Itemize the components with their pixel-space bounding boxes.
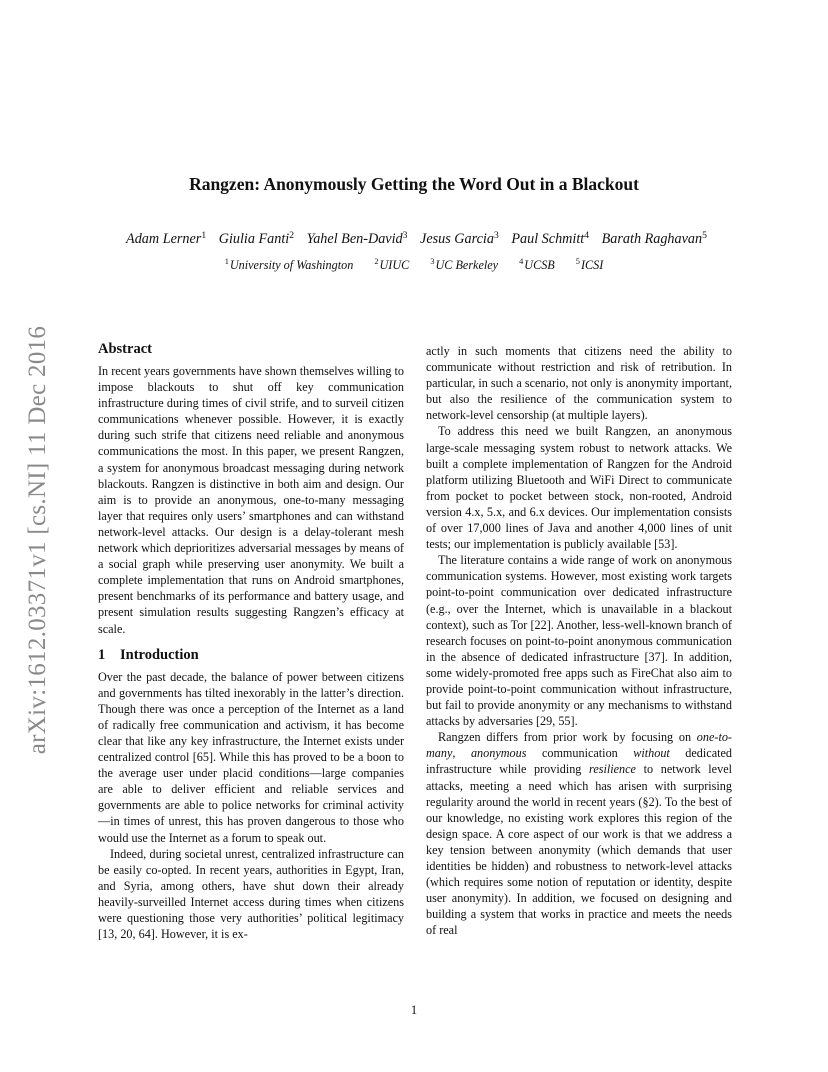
paper-title: Rangzen: Anonymously Getting the Word Out in a Blackout xyxy=(189,174,639,194)
abstract-text: In recent years governments have shown themselves willing to impose blackouts to shut off key communication infrastructure during times of civil strife, and to surveil citizen communications whenever possible. However, it is exactly during such strife that citizens need reliable and anonymous communications the most. In this paper, we present Rangzen, a system for anonymous broadcast messaging during network blackouts. Rangzen is distinctive in both aim and design. Our aim is to provide an anonymous, one-to-many messaging layer that requires only users’ smartphones and can withstand network-level attacks. Our design is a delay-tolerant mesh network which deprioritizes adversarial messages by means of a social graph while preserving user anonymity. We built a complete implementation that runs on Android smartphones, present benchmarks of its performance and battery usage, and present simulation results suggesting Rangzen’s efficacy at scale. xyxy=(98,364,404,636)
intro-paragraph-2: Indeed, during societal unrest, centralized infrastructure can be easily co-opted. In recent years, authorities in Egypt, Iran, and Syria, among others, have shut down their already heavily-surveilled Internet access during times when citizens were questioning those very authorities’ political legitimacy [13, 20, 64]. However, it is ex- xyxy=(98,846,404,942)
affiliation-list xyxy=(0,258,828,273)
affiliation: $^1$University of Washington xyxy=(224,257,354,272)
section-number: 1 xyxy=(98,646,106,663)
arxiv-sidebar-stamp xyxy=(18,290,58,790)
author: Barath Raghavan$^5$ xyxy=(601,229,707,247)
section-title: Introduction xyxy=(120,646,199,663)
intro-paragraph-continued: actly in such moments that citizens need the ability to communicate without restriction and risk of retribution. In particular, in such a scenario, not only is anonymity important, but also the resilience of the communication system to network-level censorship (at multiple layers). xyxy=(426,344,732,423)
author: Yahel Ben-David$^3$ xyxy=(306,229,408,247)
page-number: 1 xyxy=(410,1003,418,1017)
intro-paragraph-5: Rangzen differs from prior work by focusing on one-to-many, anonymous communication without dedicated infrastructure while providing resilience to network level attacks, meeting a need which has arisen with surprising regularity around the world in recent years (§2). To the best of our knowledge, no existing work explores this region of the design space. A core aspect of our work is that we address a key tension between anonymity (which demands that user identities be hidden) and robustness to network-level attacks (which requires some notion of reputation or identity, despite user anonymity). In addition, we focused on designing and building a system that works in practice and meets the needs of real xyxy=(426,730,732,938)
intro-paragraph-4: The literature contains a wide range of work on anonymous communication systems. However, most existing work targets point-to-point communication over dedicated infrastructure (e.g., over the Internet, which is unavailable in a blackout context), such as Tor [22]. Another, less-well-known branch of research focuses on point-to-point anonymous communication in the absence of dedicated infrastructure [37]. In addition, some widely-promoted free apps such as FireChat also aim to provide point-to-point communication without infrastructure, but fail to provide anonymity or any mechanisms to withstand attacks by adversaries [29, 55]. xyxy=(426,553,732,729)
affiliation: $^4$UCSB xyxy=(519,257,555,272)
affiliation: $^3$UC Berkeley xyxy=(430,257,499,272)
intro-paragraph-1: Over the past decade, the balance of power between citizens and governments has tilted inexorably in the latter’s direction. Though there was once a perception of the Internet as a land of radically free communication and activism, it has become clear that like any key infrastructure, the Internet exists under centralized control [65]. While this has proved to be a boon to the average user under placid conditions—large companies are able to deliver efficient and reliable services and governments are able to police networks for criminal activity—in times of unrest, this has proven dangerous to those who would use the Internet as a forum to speak out. xyxy=(98,669,404,845)
author: Giulia Fanti$^2$ xyxy=(218,229,295,247)
introduction-heading xyxy=(98,646,404,664)
intro-paragraph-3: To address this need we built Rangzen, an anonymous large-scale messaging system robust to network attacks. We built a complete implementation of Rangzen for the Android platform utilizing Bluetooth and WiFi Direct to communicate from pocket to pocket between stock, non-rooted, Android version 4.x, 5.x, and 6.x devices. Our implementation consists of over 17,000 lines of Java and another 4,000 lines of unit tests; our implementation is publicly available [53]. xyxy=(426,424,732,552)
author: Adam Lerner$^1$ xyxy=(126,229,207,247)
arxiv-identifier: arXiv:1612.03371v1 [cs.NI] 11 Dec 2016 xyxy=(24,325,51,755)
affiliation: $^2$UIUC xyxy=(374,257,410,272)
author: Paul Schmitt$^4$ xyxy=(511,229,590,247)
abstract-heading: Abstract xyxy=(98,341,152,357)
author-list xyxy=(0,231,828,248)
affiliation: $^5$ICSI xyxy=(575,257,604,272)
left-column xyxy=(98,340,404,942)
author: Jesus Garcia$^3$ xyxy=(420,229,499,247)
right-column xyxy=(426,343,732,938)
